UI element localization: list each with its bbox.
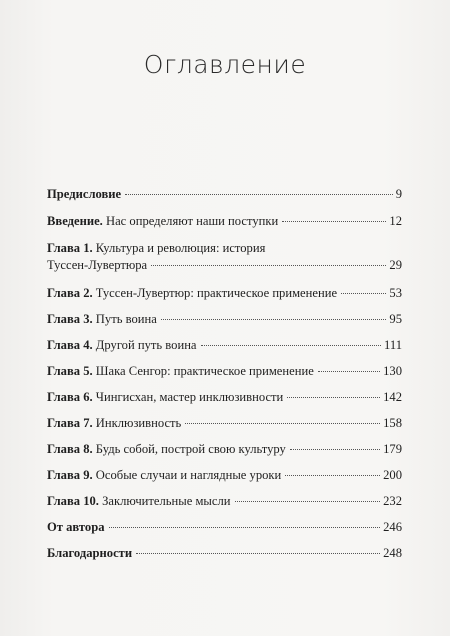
- dot-leader: [287, 397, 380, 398]
- dot-leader: [125, 194, 393, 195]
- toc-entry-title: Чингисхан, мастер инклюзивности: [92, 390, 284, 404]
- toc-entry-label: [47, 285, 337, 302]
- toc-entry-title: Путь воина: [92, 312, 157, 326]
- toc-entry-from-author: [47, 519, 402, 536]
- toc-entry-chapter-9: [47, 467, 402, 484]
- toc-entry-acknowledgements: [47, 545, 402, 562]
- toc-entry-label: [47, 545, 132, 562]
- toc-page-number: 200: [383, 468, 402, 482]
- toc-entry-prefix: Глава 5.: [47, 364, 93, 378]
- toc-entry-label: [47, 415, 181, 432]
- toc-entry-label: [47, 493, 231, 510]
- toc-page-number: 248: [383, 546, 402, 560]
- toc-entry-chapter-3: [47, 311, 402, 328]
- toc-entry-label: [47, 213, 278, 230]
- toc-entry-title: Заключительные мысли: [98, 494, 231, 508]
- toc-entry-prefix: Глава 3.: [47, 312, 93, 326]
- toc-entry-preface: [47, 186, 402, 203]
- page-title: Оглавление: [143, 50, 307, 79]
- dot-leader: [185, 423, 380, 424]
- dot-leader: [201, 345, 382, 346]
- toc-entry-label: [47, 467, 281, 484]
- toc-entry-introduction: [47, 213, 402, 230]
- toc-entry-prefix: Благодарности: [47, 546, 133, 560]
- dot-leader: [341, 293, 386, 294]
- toc-entry-prefix: Глава 6.: [47, 390, 93, 404]
- toc-entry-title: Культура и революция: история: [92, 241, 266, 255]
- toc-entry-chapter-7: [47, 415, 402, 432]
- toc-page-number: 53: [389, 286, 402, 300]
- toc-entry-prefix: Глава 8.: [47, 442, 93, 456]
- toc-entry-title: Нас определяют наши поступки: [102, 214, 279, 228]
- toc-entry-label: [47, 186, 121, 203]
- toc-page-number: 12: [389, 214, 402, 228]
- toc-entry-prefix: Глава 4.: [47, 338, 93, 352]
- toc-entry-prefix: Предисловие: [47, 187, 122, 201]
- toc-page-number: 246: [383, 520, 402, 534]
- toc-page-number: 142: [383, 390, 402, 404]
- toc-entry-label: [47, 363, 314, 380]
- toc-entry-prefix: От автора: [47, 520, 105, 534]
- dot-leader: [285, 475, 380, 476]
- toc-page-number: 158: [383, 416, 402, 430]
- dot-leader: [161, 319, 387, 320]
- toc-entry-title: Туссен-Лувертюр: практическое применение: [92, 286, 338, 300]
- dot-leader: [151, 265, 386, 266]
- dot-leader: [290, 449, 380, 450]
- toc-page-number: 95: [389, 312, 402, 326]
- toc-entry-prefix: Введение.: [47, 214, 103, 228]
- toc-entry-label: [47, 389, 283, 406]
- toc-entry-chapter-8: [47, 441, 402, 458]
- toc-page-number: 130: [383, 364, 402, 378]
- toc-entry-label: [47, 311, 157, 328]
- toc-entry-prefix: Глава 1.: [47, 241, 93, 255]
- toc-entry-label: [47, 441, 286, 458]
- toc-entry-prefix: Глава 7.: [47, 416, 93, 430]
- toc-entry-chapter-1: [47, 240, 402, 274]
- dot-leader: [109, 527, 381, 528]
- toc-page-number: 179: [383, 442, 402, 456]
- toc-entry-prefix: Глава 2.: [47, 286, 93, 300]
- toc-page-number: 29: [389, 258, 402, 272]
- toc-entry-chapter-4: [47, 337, 402, 354]
- toc-entry-title: Инклюзивность: [92, 416, 182, 430]
- toc-entry-chapter-5: [47, 363, 402, 380]
- toc-entry-title: Особые случаи и наглядные уроки: [92, 468, 282, 482]
- dot-leader: [235, 501, 381, 502]
- dot-leader: [318, 371, 380, 372]
- toc-entry-chapter-2: [47, 285, 402, 302]
- toc-entry-title: Будь собой, построй свою культуру: [92, 442, 286, 456]
- toc-page-number: 111: [384, 338, 402, 352]
- toc-entry-chapter-6: [47, 389, 402, 406]
- toc-entry-title: Другой путь воина: [92, 338, 197, 352]
- toc-entry-prefix: Глава 10.: [47, 494, 99, 508]
- dot-leader: [136, 553, 380, 554]
- toc-entry-label: [47, 519, 105, 536]
- toc-entry-title-continuation: Туссен-Лувертюра: [47, 258, 148, 272]
- toc-entry-prefix: Глава 9.: [47, 468, 93, 482]
- toc-entry-label: [47, 337, 197, 354]
- toc-entry-chapter-10: [47, 493, 402, 510]
- dot-leader: [282, 221, 386, 222]
- toc-page-number: 9: [395, 187, 402, 201]
- toc-page-number: 232: [383, 494, 402, 508]
- toc-entry-title: Шака Сенгор: практическое применение: [92, 364, 314, 378]
- toc-entry-label: [47, 241, 265, 255]
